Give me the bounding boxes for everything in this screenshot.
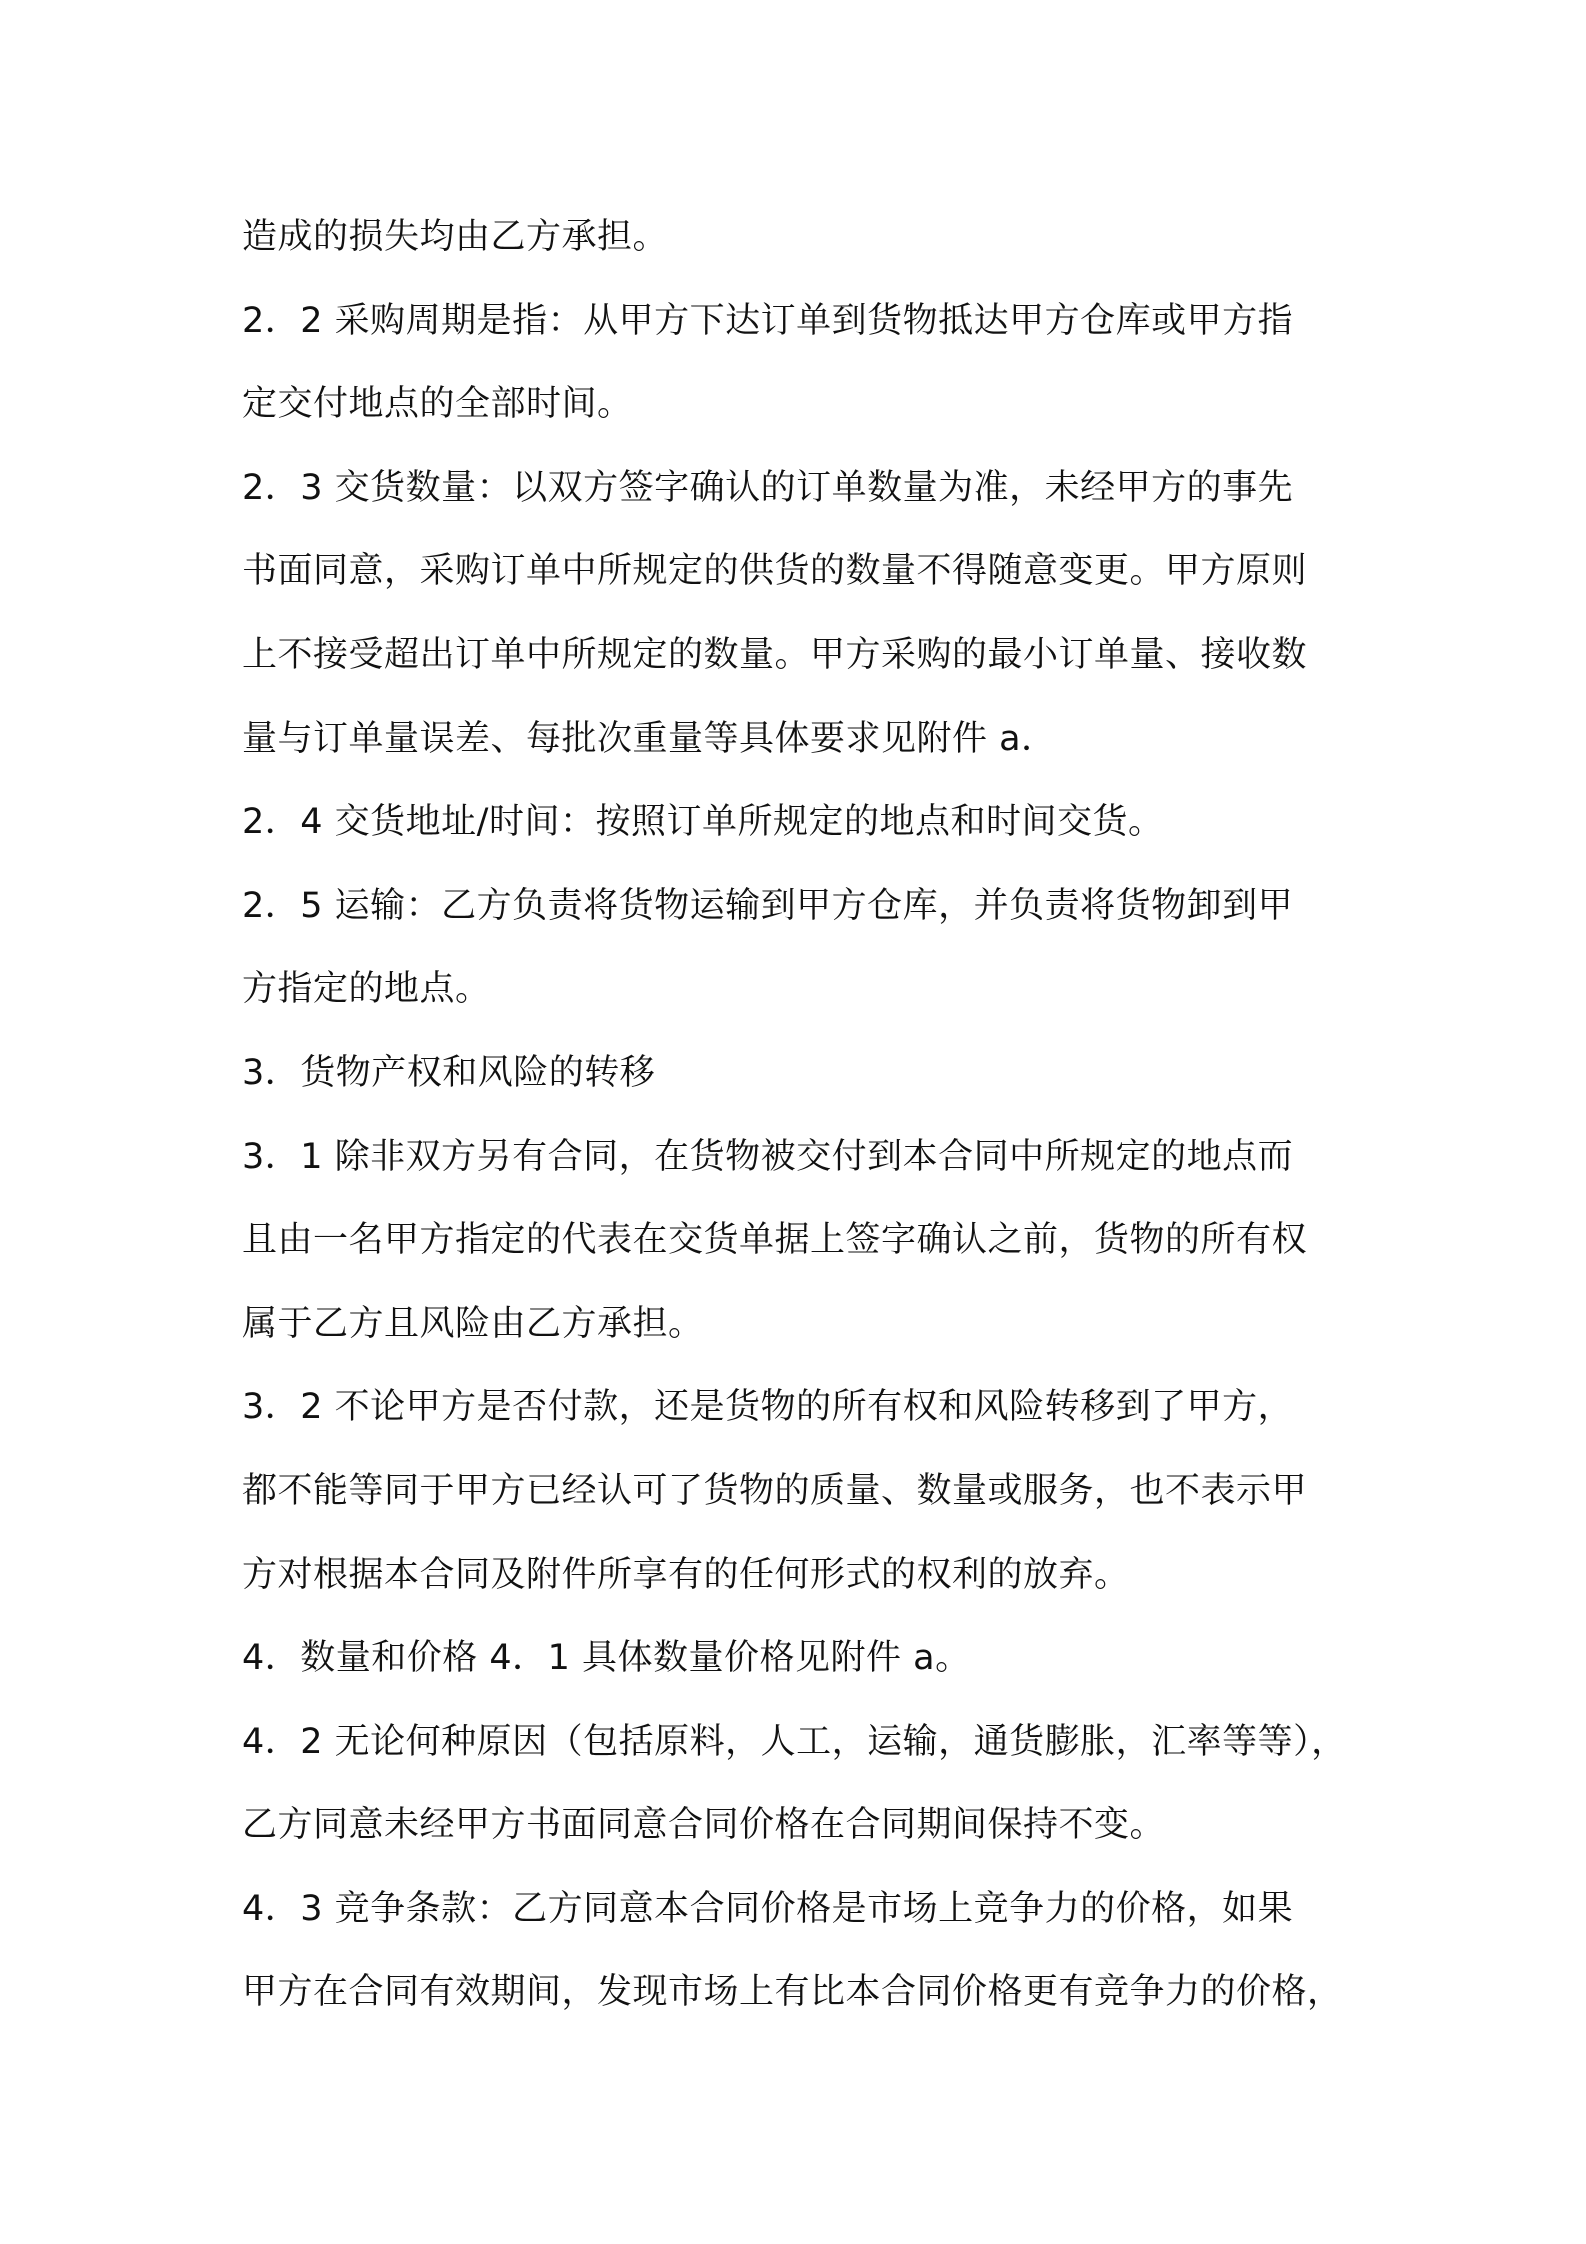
- text-line: 造成的损失均由乙方承担。: [242, 217, 669, 257]
- section-heading: 4．数量和价格 4．1 具体数量价格见附件 a。: [242, 1638, 971, 1679]
- text-line: 3．2 不论甲方是否付款，还是货物的所有权和风险转移到了甲方，: [242, 1387, 1294, 1428]
- text-line: 4．3 竞争条款：乙方同意本合同价格是市场上竞争力的价格，如果: [242, 1888, 1294, 1929]
- text-line: 上不接受超出订单中所规定的数量。甲方采购的最小订单量、接收数: [242, 634, 1308, 675]
- text-line: 2．4 交货地址/时间：按照订单所规定的地点和时间交货。: [242, 802, 1164, 843]
- text-line: 属于乙方且风险由乙方承担。: [242, 1303, 704, 1344]
- text-line: 甲方在合同有效期间，发现市场上有比本合同价格更有竞争力的价格，: [242, 1972, 1343, 2013]
- text-line: 定交付地点的全部时间。: [242, 384, 633, 425]
- text-line: 2．5 运输：乙方负责将货物运输到甲方仓库，并负责将货物卸到甲: [242, 885, 1294, 926]
- text-line: 书面同意，采购订单中所规定的供货的数量不得随意变更。甲方原则: [242, 551, 1308, 592]
- section-heading: 3．货物产权和风险的转移: [242, 1052, 656, 1093]
- text-line: 方对根据本合同及附件所享有的任何形式的权利的放弃。: [242, 1554, 1130, 1595]
- text-line: 4．2 无论何种原因（包括原料，人工，运输，通货膨胀，汇率等等），: [242, 1721, 1347, 1762]
- text-line: 量与订单量误差、每批次重量等具体要求见附件 a．: [242, 718, 1057, 759]
- text-line: 2．2 采购周期是指：从甲方下达订单到货物抵达甲方仓库或甲方指: [242, 300, 1294, 341]
- document-body: [242, 196, 1362, 2035]
- text-line: 且由一名甲方指定的代表在交货单据上签字确认之前，货物的所有权: [242, 1220, 1308, 1261]
- text-line: 都不能等同于甲方已经认可了货物的质量、数量或服务，也不表示甲: [242, 1470, 1308, 1511]
- text-line: 3．1 除非双方另有合同，在货物被交付到本合同中所规定的地点而: [242, 1136, 1294, 1177]
- text-line: 方指定的地点。: [242, 969, 491, 1010]
- text-line: 2．3 交货数量：以双方签字确认的订单数量为准，未经甲方的事先: [242, 467, 1294, 508]
- text-line: 乙方同意未经甲方书面同意合同价格在合同期间保持不变。: [242, 1805, 1166, 1846]
